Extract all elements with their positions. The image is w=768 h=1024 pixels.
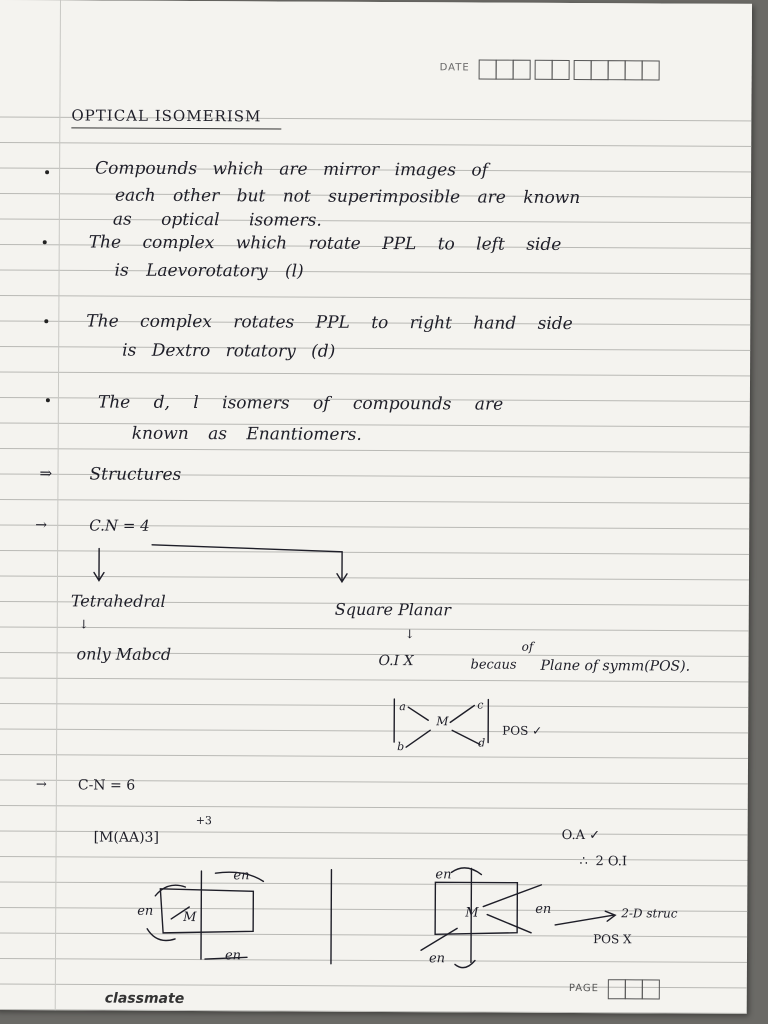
ligand-a: a bbox=[399, 700, 406, 714]
tetrahedral-note: only Mabcd bbox=[76, 644, 172, 664]
note-1-line-2: each other but not superimposible are known bbox=[114, 185, 581, 209]
cn6-struc-note: 2-D struc bbox=[621, 906, 678, 921]
bullet bbox=[46, 398, 50, 402]
tetrahedral-label: Tetrahedral bbox=[70, 591, 166, 611]
ligand-b: b bbox=[397, 740, 405, 754]
left-en-arc bbox=[155, 885, 185, 896]
cn6-pos-note: POS X bbox=[593, 932, 632, 947]
ligand-en: en bbox=[137, 903, 154, 919]
bond-d bbox=[452, 730, 480, 744]
down-arrow-icon: ↓ bbox=[404, 627, 415, 642]
left-en-base bbox=[205, 957, 247, 959]
cn6-oi-note: 2 O.I bbox=[595, 854, 628, 870]
structures-heading: Structures bbox=[89, 464, 182, 485]
cn6-charge: +3 bbox=[195, 814, 212, 828]
cn6-label: C-N = 6 bbox=[77, 777, 136, 794]
right-en-arc-bottom bbox=[455, 960, 475, 967]
note-2-line-2: is Laevorotatory (l) bbox=[114, 260, 304, 282]
ligand-en: en bbox=[535, 901, 552, 917]
right-en-arc-top bbox=[451, 868, 481, 875]
left-en-arc-top bbox=[215, 872, 263, 881]
left-octahedron-plane bbox=[160, 889, 253, 933]
ligand-c: c bbox=[477, 698, 484, 712]
page-boxes bbox=[609, 979, 660, 999]
down-arrow-icon: ↓ bbox=[78, 617, 89, 632]
ligand-en: en bbox=[224, 948, 242, 964]
bond-a bbox=[408, 707, 428, 720]
metal-m: M bbox=[436, 714, 449, 729]
square-planar-label: Square Planar bbox=[334, 599, 452, 620]
ligand-en: en bbox=[233, 868, 250, 884]
left-en-arc-bottom bbox=[147, 929, 175, 941]
metal-m: M bbox=[465, 905, 479, 921]
cn4-pos-note: POS ✓ bbox=[502, 723, 543, 738]
right-bond-up bbox=[483, 885, 541, 907]
metal-m: M bbox=[183, 909, 197, 926]
therefore-icon: ∴ bbox=[579, 854, 588, 870]
arrow-head bbox=[337, 574, 347, 582]
arrow-head bbox=[94, 573, 104, 581]
note-4-line-1: The d, l isomers of compounds are bbox=[97, 392, 504, 415]
note-1-line-3: as optical isomers. bbox=[112, 209, 322, 231]
arrow-icon: → bbox=[35, 517, 48, 534]
right-bond-down bbox=[421, 928, 457, 950]
note-3-line-2: is Dextro rotatory (d) bbox=[122, 340, 336, 362]
ligand-en: en bbox=[428, 951, 446, 967]
date-label: DATE bbox=[439, 62, 470, 74]
right-octahedron-plane bbox=[435, 882, 517, 934]
page-label: PAGE bbox=[568, 982, 599, 995]
bullet bbox=[44, 319, 48, 323]
arrow-icon: → bbox=[35, 777, 47, 793]
note-2-line-1: The complex which rotate PPL to left side bbox=[88, 232, 562, 255]
square-planar-note: O.I X bbox=[378, 652, 414, 670]
brand-logo: classmate bbox=[104, 990, 185, 1007]
bond-b bbox=[406, 730, 430, 747]
page-title: OPTICAL ISOMERISM bbox=[71, 106, 262, 126]
bullet bbox=[45, 170, 49, 174]
date-boxes bbox=[480, 60, 660, 81]
cn6-formula: [M(AA)3] bbox=[93, 829, 159, 846]
cn6-oa-note: O.A ✓ bbox=[561, 827, 601, 844]
note-1-line-1: Compounds which are mirror images of bbox=[95, 158, 488, 181]
reason-of: of bbox=[521, 639, 534, 654]
cn4-label: C.N = 4 bbox=[89, 516, 150, 535]
note-4-line-2: known as Enantiomers. bbox=[131, 423, 362, 445]
arrow-head bbox=[605, 911, 615, 921]
reason-text: Plane of symm(POS). bbox=[540, 657, 691, 675]
note-3-line-1: The complex rotates PPL to right hand side bbox=[86, 311, 573, 335]
ligand-d: d bbox=[478, 736, 486, 750]
bond-c bbox=[450, 705, 474, 722]
margin-line bbox=[55, 0, 61, 1010]
page-header-area bbox=[0, 0, 752, 96]
ligand-en: en bbox=[435, 867, 452, 883]
bullet bbox=[43, 240, 47, 244]
right-bond bbox=[487, 915, 531, 933]
reason-prefix: becaus bbox=[470, 657, 517, 673]
branch-arrow-line bbox=[152, 545, 342, 580]
title-underline bbox=[71, 127, 281, 129]
left-bond bbox=[171, 907, 189, 919]
arrow-icon: ⇒ bbox=[39, 464, 53, 483]
struc-arrow bbox=[555, 915, 613, 925]
